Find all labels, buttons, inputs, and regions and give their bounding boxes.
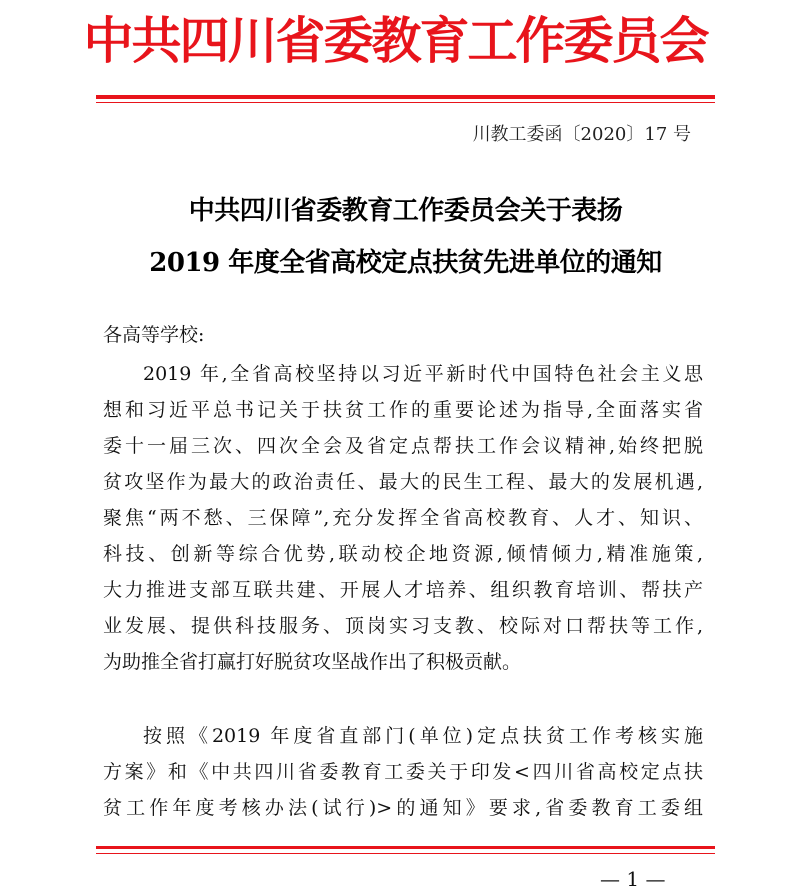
paragraph-line: 想和习近平总书记关于扶贫工作的重要论述为指导,全面落实省 bbox=[103, 399, 703, 421]
letterhead-rule-thick bbox=[96, 95, 715, 99]
document-title-line-1: 中共四川省委教育工作委员会关于表扬 bbox=[188, 196, 623, 226]
footer-rule-thin bbox=[96, 853, 715, 854]
salutation: 各高等学校: bbox=[103, 324, 205, 346]
body-paragraph-1 bbox=[103, 356, 703, 680]
page-number: — 1 — bbox=[600, 867, 666, 891]
paragraph-line: 委十一届三次、四次全会及省定点帮扶工作会议精神,始终把脱 bbox=[103, 435, 703, 457]
footer-rule-thick bbox=[96, 846, 715, 849]
paragraph-line: 业发展、提供科技服务、顶岗实习支教、校际对口帮扶等工作, bbox=[103, 615, 703, 637]
paragraph-line: 按照《2019 年度省直部门(单位)定点扶贫工作考核实施 bbox=[143, 725, 703, 747]
paragraph-line: 为助推全省打赢打好脱贫攻坚战作出了积极贡献。 bbox=[103, 651, 522, 673]
body-paragraph-2 bbox=[103, 718, 703, 826]
paragraph-line: 方案》和《中共四川省委教育工委关于印发<四川省高校定点扶 bbox=[103, 761, 703, 783]
document-title-line-2: 2019 年度全省高校定点扶贫先进单位的通知 bbox=[149, 248, 662, 278]
paragraph-line: 2019 年,全省高校坚持以习近平新时代中国特色社会主义思 bbox=[143, 363, 703, 385]
paragraph-line: 大力推进支部互联共建、开展人才培养、组织教育培训、帮扶产 bbox=[103, 579, 703, 601]
document-number: 川教工委函〔2020〕17 号 bbox=[472, 124, 691, 145]
paragraph-line: 科技、创新等综合优势,联动校企地资源,倾情倾力,精准施策, bbox=[103, 543, 703, 565]
paragraph-line: 贫攻坚作为最大的政治责任、最大的民生工程、最大的发展机遇, bbox=[103, 471, 703, 493]
letterhead-title: 中共四川省委教育工作委员会 bbox=[83, 11, 708, 70]
paragraph-line: 聚焦“两不愁、三保障”,充分发挥全省高校教育、人才、知识、 bbox=[103, 507, 703, 529]
letterhead-rule-thin bbox=[96, 102, 715, 103]
paragraph-line: 贫工作年度考核办法(试行)>的通知》要求,省委教育工委组 bbox=[103, 797, 703, 819]
